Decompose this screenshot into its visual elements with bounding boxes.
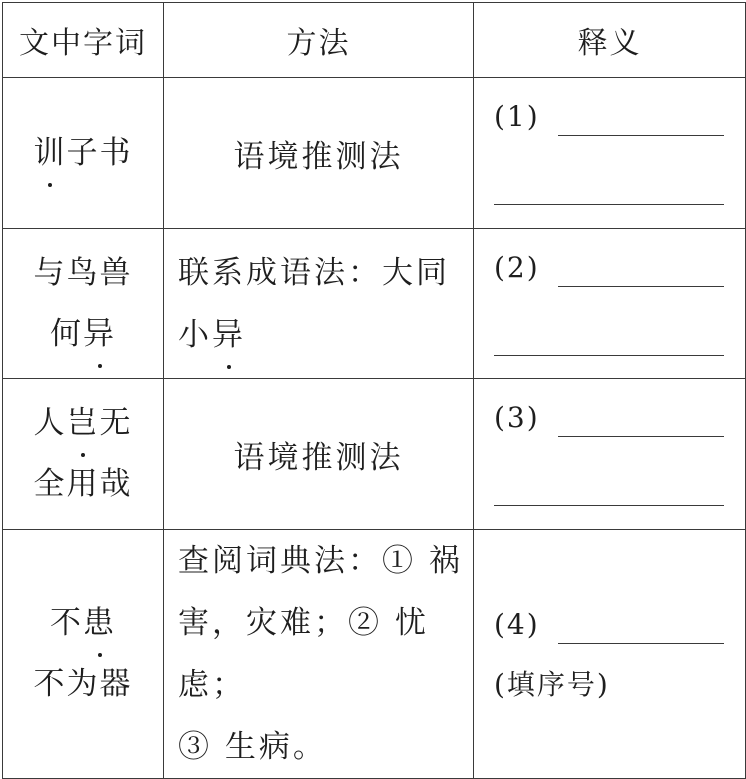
answer-number: (2)	[494, 251, 540, 284]
table-header-row	[3, 3, 746, 78]
word-text: 人	[33, 405, 67, 441]
dotted-char: 患	[83, 593, 116, 654]
word-text: 无	[99, 405, 133, 441]
method-line	[178, 304, 473, 366]
answer-cell	[474, 229, 746, 379]
word-line	[3, 454, 163, 515]
answer-blank[interactable]	[494, 505, 724, 506]
method-text: 语境推测法	[233, 138, 404, 175]
table-row	[3, 78, 746, 229]
method-cell	[164, 229, 474, 379]
answer-cell	[474, 78, 746, 229]
word-line	[3, 593, 163, 654]
word-line	[3, 123, 163, 184]
table-row	[3, 379, 746, 530]
word-line	[3, 304, 163, 365]
word-text: 子书	[66, 134, 133, 171]
word-line	[3, 243, 163, 304]
dotted-char: 异	[83, 304, 116, 365]
word-cell	[3, 379, 164, 530]
answer-number: (1)	[494, 100, 540, 133]
dotted-char: 异	[212, 304, 246, 366]
word-cell	[3, 530, 164, 779]
answer-cell	[474, 530, 746, 779]
method-line: ③ 生病。	[178, 729, 327, 765]
answer-blank[interactable]	[558, 643, 724, 644]
answer-number: (4)	[494, 608, 540, 641]
word-text: 不为器	[33, 666, 133, 702]
method-line: 害，灾难；② 忧虑；	[178, 605, 429, 703]
table-row	[3, 530, 746, 779]
answer-blank[interactable]	[558, 286, 724, 287]
method-text: 语境推测法	[233, 439, 404, 476]
method-text: 小异	[178, 317, 246, 353]
method-cell	[164, 78, 474, 229]
answer-note: (填序号)	[494, 668, 610, 701]
dotted-char: 训	[34, 123, 67, 184]
word-text: 不	[50, 605, 83, 641]
answer-blank[interactable]	[494, 204, 724, 205]
header-method: 方法	[164, 3, 474, 78]
table-row	[3, 229, 746, 379]
answer-number: (3)	[494, 401, 540, 434]
method-cell	[164, 530, 474, 779]
word-cell	[3, 78, 164, 229]
word-text: 何	[50, 315, 83, 352]
answer-blank[interactable]	[558, 135, 724, 136]
word-text: 全用哉	[33, 466, 133, 502]
header-meaning: 释义	[474, 3, 746, 78]
method-line: 联系成语法：大同	[178, 254, 450, 291]
definition-table	[2, 2, 746, 779]
word-cell	[3, 229, 164, 379]
method-line: 查阅词典法：① 祸	[178, 543, 463, 579]
word-line	[3, 393, 163, 454]
word-text: 与鸟兽	[33, 254, 133, 291]
word-line	[3, 654, 163, 715]
answer-blank[interactable]	[558, 436, 724, 437]
method-cell	[164, 379, 474, 530]
header-words: 文中字词	[3, 3, 164, 78]
answer-blank[interactable]	[494, 355, 724, 356]
answer-cell	[474, 379, 746, 530]
dotted-char: 岂	[67, 393, 100, 454]
